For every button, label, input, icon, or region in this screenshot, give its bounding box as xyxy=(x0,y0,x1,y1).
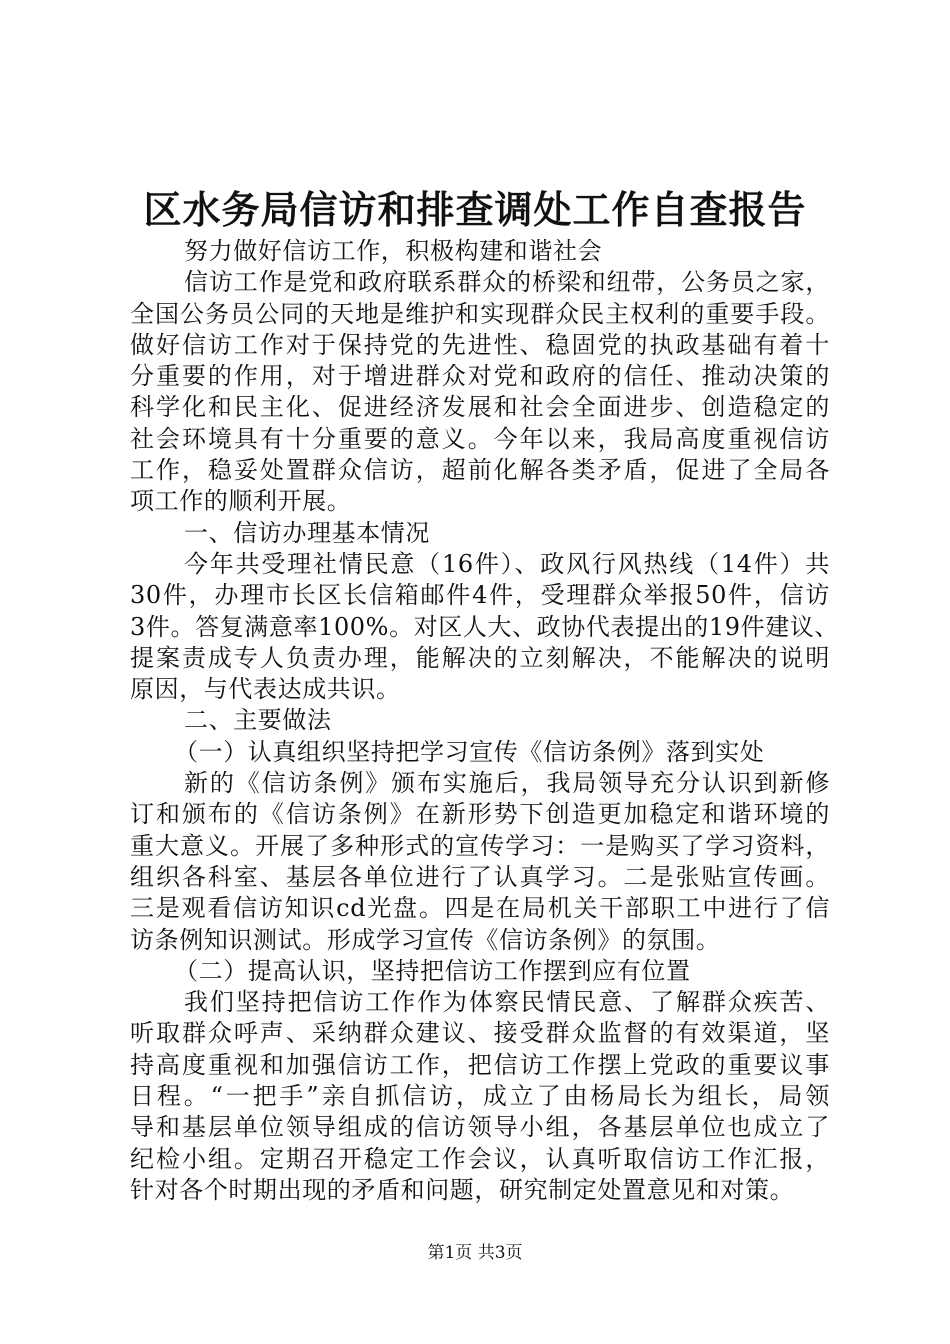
body-line: 访条例知识测试。形成学习宣传《信访条例》的氛围。 xyxy=(130,925,721,954)
body-line: 工作，稳妥处置群众信访，超前化解各类矛盾，促进了全局各 xyxy=(130,456,830,485)
body-line: 努力做好信访工作，积极构建和谐社会 xyxy=(184,237,603,265)
body-line: 做好信访工作对于保持党的先进性、稳固党的执政基础有着十 xyxy=(130,330,830,359)
body-line: 日程。“一把手”亲自抓信访，成立了由杨局长为组长，局领 xyxy=(130,1082,830,1111)
body-line: 针对各个时期出现的矛盾和问题，研究制定处置意见和对策。 xyxy=(130,1175,795,1204)
body-line: 社会环境具有十分重要的意义。今年以来，我局高度重视信访 xyxy=(130,424,830,453)
body-line: 今年共受理社情民意（16件）、政风行风热线（14件）共 xyxy=(184,549,830,578)
body-line: 组织各科室、基层各单位进行了认真学习。二是张贴宣传画。 xyxy=(130,862,830,891)
body-line: 订和颁布的《信访条例》在新形势下创造更加稳定和谐环境的 xyxy=(130,800,830,829)
body-line: 分重要的作用，对于增进群众对党和政府的信任、推动决策的 xyxy=(130,362,830,391)
body-line: 新的《信访条例》颁布实施后，我局领导充分认识到新修 xyxy=(184,769,830,798)
body-line: 30件，办理市长区长信箱邮件4件，受理群众举报50件，信访 xyxy=(130,581,830,610)
body-line: 三是观看信访知识cd光盘。四是在局机关干部职工中进行了信 xyxy=(130,894,830,923)
body-line: 一、信访办理基本情况 xyxy=(184,518,430,547)
body-line: 信访工作是党和政府联系群众的桥梁和纽带，公务员之家， xyxy=(184,268,830,297)
body-line: 导和基层单位领导组成的信访领导小组，各基层单位也成立了 xyxy=(130,1113,830,1142)
body-line: （二）提高认识，坚持把信访工作摆到应有位置 xyxy=(174,956,691,985)
body-line: 原因，与代表达成共识。 xyxy=(130,675,401,704)
document-title: 区水务局信访和排查调处工作自查报告 xyxy=(143,187,807,232)
body-line: 我们坚持把信访工作作为体察民情民意、了解群众疾苦、 xyxy=(184,988,830,1017)
body-line: 持高度重视和加强信访工作，把信访工作摆上党政的重要议事 xyxy=(130,1050,830,1079)
body-line: （一）认真组织坚持把学习宣传《信访条例》落到实处 xyxy=(174,737,765,766)
body-line: 纪检小组。定期召开稳定工作会议，认真听取信访工作汇报， xyxy=(130,1144,830,1173)
body-line: 二、主要做法 xyxy=(184,706,332,735)
body-line: 重大意义。开展了多种形式的宣传学习：一是购买了学习资料， xyxy=(130,831,830,860)
body-line: 提案责成专人负责办理，能解决的立刻解决，不能解决的说明 xyxy=(130,643,830,672)
page-footer: 第1页 共3页 xyxy=(427,1243,523,1263)
body-line: 全国公务员公同的天地是维护和实现群众民主权利的重要手段。 xyxy=(130,299,830,328)
body-line: 项工作的顺利开展。 xyxy=(130,487,352,516)
document-body xyxy=(130,236,840,1206)
body-line: 3件。答复满意率100%。对区人大、政协代表提出的19件建议、 xyxy=(130,612,840,641)
body-line: 科学化和民主化、促进经济发展和社会全面进步、创造稳定的 xyxy=(130,393,830,422)
body-line: 听取群众呼声、采纳群众建议、接受群众监督的有效渠道，坚 xyxy=(130,1019,830,1048)
